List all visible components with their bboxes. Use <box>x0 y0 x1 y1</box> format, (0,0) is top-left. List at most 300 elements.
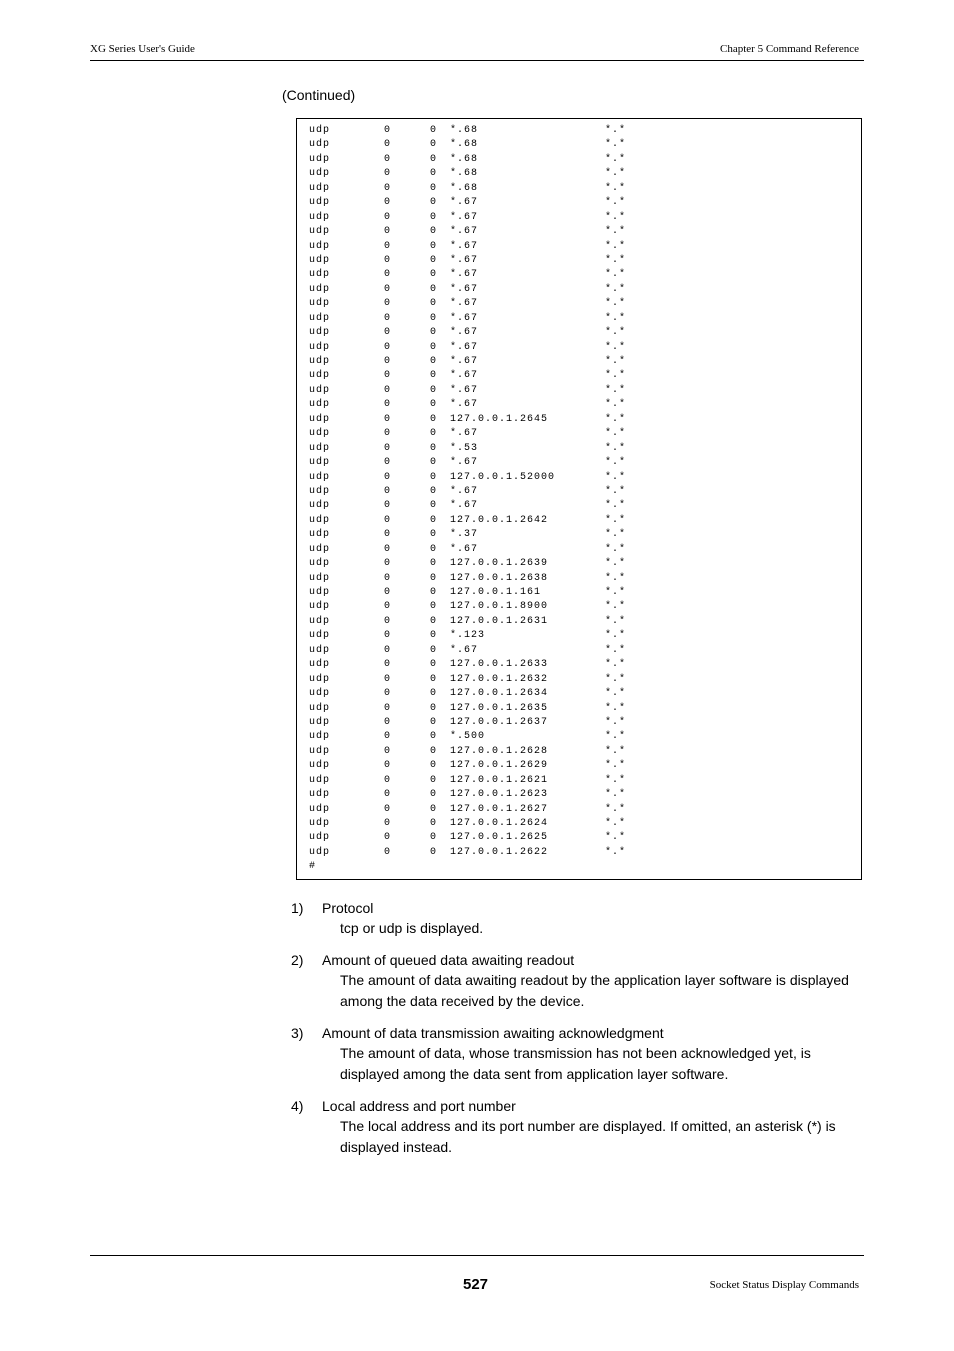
description-item <box>291 951 866 1012</box>
foreign-address-cell: *.* <box>605 125 627 136</box>
recv-queue-cell: 0 <box>384 615 392 627</box>
item-heading <box>291 1097 866 1116</box>
foreign-address-cell: *.* <box>605 327 627 339</box>
item-number: 4) <box>291 1098 304 1114</box>
local-address-cell: *.67 <box>450 644 479 656</box>
protocol-cell: udp <box>309 356 331 367</box>
send-queue-cell: 0 <box>430 139 438 151</box>
socket-status-listing <box>309 124 627 875</box>
send-queue-cell: 0 <box>430 716 438 728</box>
local-address-cell: 127.0.0.1.2623 <box>450 789 549 801</box>
local-address-cell: *.67 <box>450 457 479 469</box>
recv-queue-cell: 0 <box>384 125 392 136</box>
send-queue-cell: 0 <box>430 803 438 815</box>
foreign-address-cell: *.* <box>605 298 627 310</box>
foreign-address-cell: *.* <box>605 716 627 728</box>
send-queue-cell: 0 <box>430 601 438 613</box>
item-title: Local address and port number <box>322 1098 516 1114</box>
recv-queue-cell: 0 <box>384 240 392 252</box>
local-address-cell: 127.0.0.1.2631 <box>450 615 549 627</box>
protocol-cell: udp <box>309 702 331 714</box>
protocol-cell: udp <box>309 745 331 757</box>
protocol-cell: udp <box>309 731 331 743</box>
local-address-cell: *.123 <box>450 630 486 642</box>
recv-queue-cell: 0 <box>384 384 392 396</box>
send-queue-cell: 0 <box>430 731 438 743</box>
send-queue-cell: 0 <box>430 399 438 411</box>
foreign-address-cell: *.* <box>605 442 627 454</box>
local-address-cell: 127.0.0.1.2622 <box>450 846 549 858</box>
foreign-address-cell: *.* <box>605 846 627 858</box>
item-description: The amount of data awaiting readout by the application layer software is displayed among the data received by the device. <box>340 972 849 1009</box>
shell-prompt: # <box>309 861 317 873</box>
local-address-cell: *.67 <box>450 197 479 209</box>
foreign-address-cell: *.* <box>605 485 627 497</box>
output-row <box>309 817 627 831</box>
local-address-cell: 127.0.0.1.2628 <box>450 745 549 757</box>
protocol-cell: udp <box>309 673 331 685</box>
item-heading <box>291 899 866 918</box>
item-description: The local address and its port number are displayed. If omitted, an asterisk (*) is displayed instead. <box>340 1118 836 1155</box>
send-queue-cell: 0 <box>430 745 438 757</box>
send-queue-cell: 0 <box>430 341 438 353</box>
local-address-cell: 127.0.0.1.8900 <box>450 601 549 613</box>
local-address-cell: 127.0.0.1.2629 <box>450 760 549 772</box>
recv-queue-cell: 0 <box>384 298 392 310</box>
send-queue-cell: 0 <box>430 226 438 238</box>
local-address-cell: *.67 <box>450 269 479 281</box>
protocol-cell: udp <box>309 341 331 353</box>
output-row <box>309 658 627 672</box>
foreign-address-cell: *.* <box>605 182 627 194</box>
recv-queue-cell: 0 <box>384 457 392 469</box>
recv-queue-cell: 0 <box>384 818 392 829</box>
protocol-cell: udp <box>309 514 331 526</box>
send-queue-cell: 0 <box>430 702 438 714</box>
send-queue-cell: 0 <box>430 283 438 295</box>
item-description: tcp or udp is displayed. <box>340 920 484 936</box>
output-row <box>309 268 627 282</box>
send-queue-cell: 0 <box>430 818 438 829</box>
protocol-cell: udp <box>309 601 331 613</box>
local-address-cell: *.500 <box>450 731 486 743</box>
local-address-cell: *.67 <box>450 226 479 238</box>
protocol-cell: udp <box>309 226 331 238</box>
protocol-cell: udp <box>309 630 331 642</box>
send-queue-cell: 0 <box>430 630 438 642</box>
output-row <box>309 673 627 687</box>
send-queue-cell: 0 <box>430 457 438 469</box>
local-address-cell: 127.0.0.1.2645 <box>450 413 549 425</box>
recv-queue-cell: 0 <box>384 630 392 642</box>
local-address-cell: *.68 <box>450 182 479 194</box>
send-queue-cell: 0 <box>430 774 438 786</box>
send-queue-cell: 0 <box>430 688 438 700</box>
recv-queue-cell: 0 <box>384 312 392 324</box>
protocol-cell: udp <box>309 774 331 786</box>
protocol-cell: udp <box>309 442 331 454</box>
protocol-cell: udp <box>309 211 331 223</box>
output-row <box>309 788 627 802</box>
item-number: 2) <box>291 952 304 968</box>
send-queue-cell: 0 <box>430 471 438 483</box>
recv-queue-cell: 0 <box>384 832 392 844</box>
foreign-address-cell: *.* <box>605 789 627 801</box>
header-divider <box>90 60 864 61</box>
output-row <box>309 240 627 254</box>
output-row <box>309 514 627 528</box>
protocol-cell: udp <box>309 254 331 266</box>
recv-queue-cell: 0 <box>384 558 392 570</box>
recv-queue-cell: 0 <box>384 601 392 613</box>
recv-queue-cell: 0 <box>384 471 392 483</box>
output-row <box>309 124 627 138</box>
protocol-cell: udp <box>309 182 331 194</box>
send-queue-cell: 0 <box>430 543 438 555</box>
local-address-cell: *.68 <box>450 125 479 136</box>
description-item <box>291 1024 866 1085</box>
send-queue-cell: 0 <box>430 327 438 339</box>
foreign-address-cell: *.* <box>605 572 627 584</box>
recv-queue-cell: 0 <box>384 399 392 411</box>
local-address-cell: *.67 <box>450 399 479 411</box>
output-row <box>309 485 627 499</box>
foreign-address-cell: *.* <box>605 558 627 570</box>
foreign-address-cell: *.* <box>605 818 627 829</box>
foreign-address-cell: *.* <box>605 514 627 526</box>
foreign-address-cell: *.* <box>605 601 627 613</box>
local-address-cell: 127.0.0.1.161 <box>450 587 542 598</box>
local-address-cell: 127.0.0.1.2633 <box>450 659 549 671</box>
protocol-cell: udp <box>309 168 331 180</box>
output-row <box>309 471 627 485</box>
description-item <box>291 899 866 939</box>
local-address-cell: 127.0.0.1.2638 <box>450 572 549 584</box>
protocol-cell: udp <box>309 818 331 829</box>
protocol-cell: udp <box>309 587 331 598</box>
protocol-cell: udp <box>309 428 331 440</box>
send-queue-cell: 0 <box>430 514 438 526</box>
output-row <box>309 413 627 427</box>
continued-label: (Continued) <box>282 87 356 103</box>
send-queue-cell: 0 <box>430 529 438 541</box>
item-heading <box>291 1024 866 1043</box>
protocol-cell: udp <box>309 153 331 165</box>
output-row <box>309 629 627 643</box>
foreign-address-cell: *.* <box>605 803 627 815</box>
protocol-cell: udp <box>309 659 331 671</box>
local-address-cell: 127.0.0.1.2625 <box>450 832 549 844</box>
output-row <box>309 831 627 845</box>
local-address-cell: 127.0.0.1.2632 <box>450 673 549 685</box>
local-address-cell: 127.0.0.1.2624 <box>450 818 549 829</box>
output-row <box>309 730 627 744</box>
send-queue-cell: 0 <box>430 485 438 497</box>
protocol-cell: udp <box>309 760 331 772</box>
protocol-cell: udp <box>309 283 331 295</box>
output-row <box>309 138 627 152</box>
output-row <box>309 499 627 513</box>
protocol-cell: udp <box>309 269 331 281</box>
protocol-cell: udp <box>309 485 331 497</box>
recv-queue-cell: 0 <box>384 529 392 541</box>
output-row <box>309 427 627 441</box>
send-queue-cell: 0 <box>430 197 438 209</box>
output-row <box>309 384 627 398</box>
local-address-cell: 127.0.0.1.2621 <box>450 774 549 786</box>
recv-queue-cell: 0 <box>384 197 392 209</box>
item-number: 3) <box>291 1025 304 1041</box>
protocol-cell: udp <box>309 197 331 209</box>
output-row <box>309 846 627 860</box>
send-queue-cell: 0 <box>430 125 438 136</box>
foreign-address-cell: *.* <box>605 644 627 656</box>
item-title: Amount of data transmission awaiting acknowledgment <box>322 1025 664 1041</box>
foreign-address-cell: *.* <box>605 760 627 772</box>
output-row <box>309 543 627 557</box>
protocol-cell: udp <box>309 688 331 700</box>
local-address-cell: *.67 <box>450 370 479 382</box>
send-queue-cell: 0 <box>430 153 438 165</box>
foreign-address-cell: *.* <box>605 731 627 743</box>
send-queue-cell: 0 <box>430 572 438 584</box>
protocol-cell: udp <box>309 572 331 584</box>
output-row <box>309 759 627 773</box>
foreign-address-cell: *.* <box>605 153 627 165</box>
recv-queue-cell: 0 <box>384 731 392 743</box>
recv-queue-cell: 0 <box>384 341 392 353</box>
recv-queue-cell: 0 <box>384 673 392 685</box>
send-queue-cell: 0 <box>430 240 438 252</box>
local-address-cell: *.67 <box>450 428 479 440</box>
recv-queue-cell: 0 <box>384 760 392 772</box>
local-address-cell: 127.0.0.1.2637 <box>450 716 549 728</box>
output-row <box>309 225 627 239</box>
local-address-cell: *.67 <box>450 240 479 252</box>
local-address-cell: *.68 <box>450 139 479 151</box>
foreign-address-cell: *.* <box>605 673 627 685</box>
recv-queue-cell: 0 <box>384 428 392 440</box>
foreign-address-cell: *.* <box>605 615 627 627</box>
output-row <box>309 803 627 817</box>
send-queue-cell: 0 <box>430 428 438 440</box>
command-output-box <box>296 118 862 880</box>
recv-queue-cell: 0 <box>384 716 392 728</box>
recv-queue-cell: 0 <box>384 702 392 714</box>
output-row <box>309 153 627 167</box>
page-number: 527 <box>463 1276 489 1293</box>
field-descriptions <box>291 899 866 1170</box>
foreign-address-cell: *.* <box>605 254 627 266</box>
local-address-cell: *.67 <box>450 254 479 266</box>
local-address-cell: *.67 <box>450 341 479 353</box>
recv-queue-cell: 0 <box>384 327 392 339</box>
output-row <box>309 456 627 470</box>
item-heading <box>291 951 866 970</box>
recv-queue-cell: 0 <box>384 356 392 367</box>
foreign-address-cell: *.* <box>605 832 627 844</box>
output-row <box>309 254 627 268</box>
foreign-address-cell: *.* <box>605 283 627 295</box>
recv-queue-cell: 0 <box>384 745 392 757</box>
local-address-cell: *.68 <box>450 168 479 180</box>
recv-queue-cell: 0 <box>384 688 392 700</box>
protocol-cell: udp <box>309 832 331 844</box>
foreign-address-cell: *.* <box>605 745 627 757</box>
protocol-cell: udp <box>309 644 331 656</box>
local-address-cell: *.37 <box>450 529 479 541</box>
recv-queue-cell: 0 <box>384 283 392 295</box>
foreign-address-cell: *.* <box>605 413 627 425</box>
send-queue-cell: 0 <box>430 659 438 671</box>
recv-queue-cell: 0 <box>384 659 392 671</box>
foreign-address-cell: *.* <box>605 688 627 700</box>
recv-queue-cell: 0 <box>384 803 392 815</box>
recv-queue-cell: 0 <box>384 572 392 584</box>
foreign-address-cell: *.* <box>605 384 627 396</box>
send-queue-cell: 0 <box>430 832 438 844</box>
local-address-cell: *.67 <box>450 211 479 223</box>
protocol-cell: udp <box>309 413 331 425</box>
recv-queue-cell: 0 <box>384 370 392 382</box>
recv-queue-cell: 0 <box>384 500 392 512</box>
description-item <box>291 1097 866 1158</box>
protocol-cell: udp <box>309 615 331 627</box>
foreign-address-cell: *.* <box>605 240 627 252</box>
foreign-address-cell: *.* <box>605 269 627 281</box>
protocol-cell: udp <box>309 500 331 512</box>
output-row <box>309 355 627 369</box>
protocol-cell: udp <box>309 298 331 310</box>
local-address-cell: *.67 <box>450 356 479 367</box>
protocol-cell: udp <box>309 240 331 252</box>
send-queue-cell: 0 <box>430 587 438 598</box>
item-title: Amount of queued data awaiting readout <box>322 952 575 968</box>
output-row <box>309 615 627 629</box>
protocol-cell: udp <box>309 716 331 728</box>
footer-section-title: Socket Status Display Commands <box>709 1279 859 1291</box>
foreign-address-cell: *.* <box>605 211 627 223</box>
output-row <box>309 182 627 196</box>
output-row <box>309 283 627 297</box>
recv-queue-cell: 0 <box>384 139 392 151</box>
protocol-cell: udp <box>309 384 331 396</box>
output-row <box>309 442 627 456</box>
send-queue-cell: 0 <box>430 182 438 194</box>
protocol-cell: udp <box>309 327 331 339</box>
recv-queue-cell: 0 <box>384 543 392 555</box>
foreign-address-cell: *.* <box>605 356 627 367</box>
protocol-cell: udp <box>309 370 331 382</box>
send-queue-cell: 0 <box>430 615 438 627</box>
foreign-address-cell: *.* <box>605 774 627 786</box>
protocol-cell: udp <box>309 789 331 801</box>
recv-queue-cell: 0 <box>384 153 392 165</box>
recv-queue-cell: 0 <box>384 485 392 497</box>
protocol-cell: udp <box>309 471 331 483</box>
protocol-cell: udp <box>309 139 331 151</box>
protocol-cell: udp <box>309 558 331 570</box>
send-queue-cell: 0 <box>430 298 438 310</box>
output-row <box>309 326 627 340</box>
recv-queue-cell: 0 <box>384 413 392 425</box>
local-address-cell: *.67 <box>450 543 479 555</box>
foreign-address-cell: *.* <box>605 630 627 642</box>
recv-queue-cell: 0 <box>384 226 392 238</box>
output-row <box>309 167 627 181</box>
output-row <box>309 297 627 311</box>
output-row <box>309 716 627 730</box>
local-address-cell: 127.0.0.1.2642 <box>450 514 549 526</box>
send-queue-cell: 0 <box>430 312 438 324</box>
item-title: Protocol <box>322 900 374 916</box>
send-queue-cell: 0 <box>430 789 438 801</box>
output-row <box>309 341 627 355</box>
local-address-cell: *.67 <box>450 485 479 497</box>
foreign-address-cell: *.* <box>605 587 627 598</box>
send-queue-cell: 0 <box>430 168 438 180</box>
local-address-cell: *.67 <box>450 500 479 512</box>
recv-queue-cell: 0 <box>384 644 392 656</box>
item-description: The amount of data, whose transmission has not been acknowledged yet, is displayed among the data sent from application layer software. <box>340 1045 811 1082</box>
local-address-cell: 127.0.0.1.2627 <box>450 803 549 815</box>
local-address-cell: 127.0.0.1.2634 <box>450 688 549 700</box>
recv-queue-cell: 0 <box>384 269 392 281</box>
local-address-cell: 127.0.0.1.2635 <box>450 702 549 714</box>
local-address-cell: *.67 <box>450 283 479 295</box>
send-queue-cell: 0 <box>430 269 438 281</box>
protocol-cell: udp <box>309 543 331 555</box>
protocol-cell: udp <box>309 803 331 815</box>
item-number: 1) <box>291 900 304 916</box>
foreign-address-cell: *.* <box>605 543 627 555</box>
recv-queue-cell: 0 <box>384 774 392 786</box>
output-row <box>309 312 627 326</box>
foreign-address-cell: *.* <box>605 370 627 382</box>
recv-queue-cell: 0 <box>384 846 392 858</box>
foreign-address-cell: *.* <box>605 529 627 541</box>
output-row <box>309 774 627 788</box>
output-row <box>309 644 627 658</box>
send-queue-cell: 0 <box>430 760 438 772</box>
local-address-cell: *.53 <box>450 442 479 454</box>
foreign-address-cell: *.* <box>605 659 627 671</box>
recv-queue-cell: 0 <box>384 514 392 526</box>
output-row <box>309 369 627 383</box>
foreign-address-cell: *.* <box>605 226 627 238</box>
recv-queue-cell: 0 <box>384 211 392 223</box>
recv-queue-cell: 0 <box>384 254 392 266</box>
output-row <box>309 572 627 586</box>
send-queue-cell: 0 <box>430 254 438 266</box>
local-address-cell: *.67 <box>450 384 479 396</box>
local-address-cell: *.68 <box>450 153 479 165</box>
output-row <box>309 586 627 600</box>
send-queue-cell: 0 <box>430 211 438 223</box>
foreign-address-cell: *.* <box>605 471 627 483</box>
send-queue-cell: 0 <box>430 413 438 425</box>
header-doc-title: XG Series User's Guide <box>90 43 195 55</box>
protocol-cell: udp <box>309 312 331 324</box>
protocol-cell: udp <box>309 846 331 858</box>
recv-queue-cell: 0 <box>384 168 392 180</box>
foreign-address-cell: *.* <box>605 399 627 411</box>
send-queue-cell: 0 <box>430 846 438 858</box>
output-row <box>309 211 627 225</box>
foreign-address-cell: *.* <box>605 500 627 512</box>
local-address-cell: 127.0.0.1.52000 <box>450 471 556 483</box>
output-row <box>309 745 627 759</box>
